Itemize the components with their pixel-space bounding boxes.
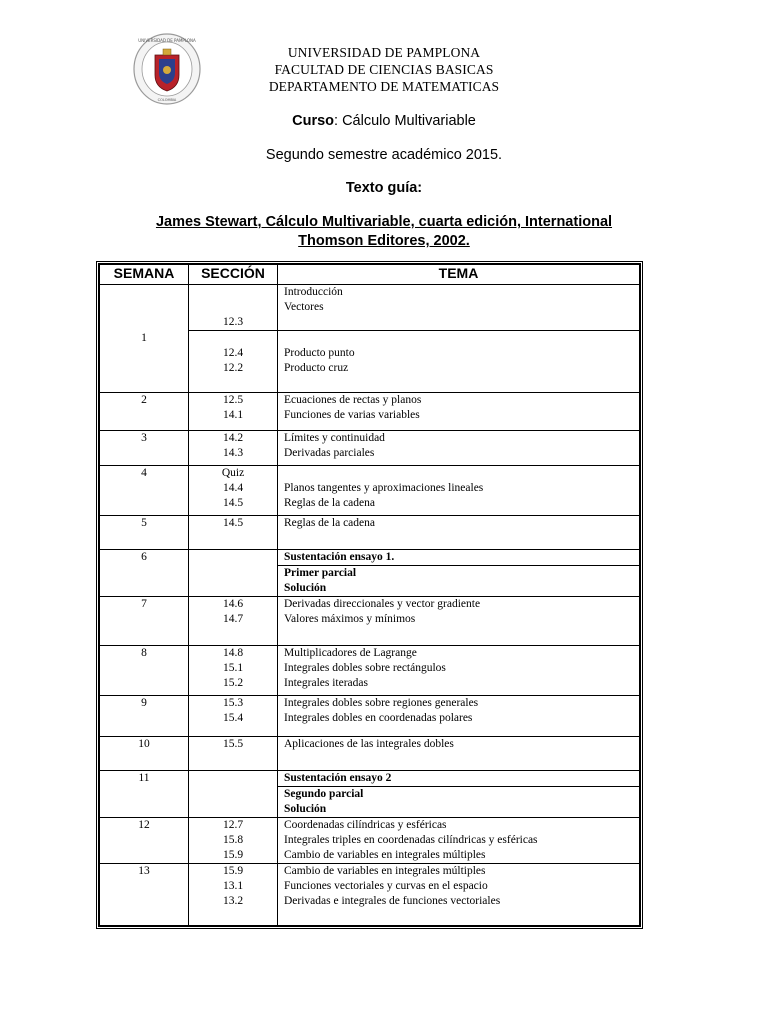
course-label: Curso (292, 113, 335, 129)
seccion-value: 15.3 (222, 697, 244, 709)
tema-value: Sustentación ensayo 2 (284, 772, 392, 784)
table-row (99, 466, 640, 516)
seccion-value: 14.3 (222, 447, 244, 459)
semana-cell (99, 696, 189, 737)
tema-value: Integrales dobles sobre regiones generales (284, 697, 479, 709)
table-row (99, 285, 640, 331)
semana-cell (99, 597, 189, 646)
semana-cell (99, 393, 189, 431)
tema-value: Producto punto (284, 347, 355, 359)
semana-value: 13 (138, 865, 150, 877)
seccion-cell (189, 737, 278, 771)
tema-value: Integrales triples en coordenadas cilíndricas y esféricas (284, 834, 538, 846)
tema-cell (278, 331, 641, 393)
table-row (99, 646, 640, 696)
semana-cell (99, 864, 189, 926)
seccion-value: 15.9 (222, 865, 244, 877)
seccion-value: 14.1 (222, 409, 244, 421)
tema-value: Planos tangentes y aproximaciones lineales (284, 482, 484, 494)
tema-cell (278, 516, 641, 550)
tema-value: Derivadas e integrales de funciones vectoriales (284, 895, 501, 907)
table-row (99, 516, 640, 550)
book-line-1: James Stewart, Cálculo Multivariable, cuarta edición, International (155, 214, 613, 230)
svg-text:UNIVERSIDAD DE PAMPLONA: UNIVERSIDAD DE PAMPLONA (138, 38, 196, 43)
header-semana: SEMANA (99, 264, 189, 285)
seccion-cell (189, 331, 278, 393)
tema-cell (278, 597, 641, 646)
seccion-value: 15.5 (222, 738, 244, 750)
tema-value: Ecuaciones de rectas y planos (284, 394, 422, 406)
tema-value: Integrales dobles en coordenadas polares (284, 712, 473, 724)
tema-value: Funciones de varias variables (284, 409, 420, 421)
seccion-value: 13.1 (222, 880, 244, 892)
seccion-cell (189, 285, 278, 331)
tema-cell (278, 864, 641, 926)
tema-value: Cambio de variables en integrales múltiples (284, 849, 486, 861)
course-value: : Cálculo Multivariable (334, 113, 476, 129)
semana-value: 4 (141, 467, 147, 479)
semana-value: 10 (138, 738, 150, 750)
tema-cell (278, 285, 641, 331)
tema-value: Derivadas parciales (284, 447, 375, 459)
seccion-cell (189, 696, 278, 737)
seccion-value: 15.8 (222, 834, 244, 846)
semana-value: 7 (141, 598, 147, 610)
seccion-value: 12.2 (222, 362, 244, 374)
seccion-value: 15.1 (222, 662, 244, 674)
tema-value: Reglas de la cadena (284, 497, 375, 509)
tema-value: Sustentación ensayo 1. (284, 551, 395, 563)
header-seccion: SECCIÓN (189, 264, 278, 285)
seccion-value: 15.9 (222, 849, 244, 861)
tema-cell (278, 550, 641, 566)
seccion-cell (189, 864, 278, 926)
seccion-cell (189, 393, 278, 431)
table-row (99, 696, 640, 737)
tema-value: Solución (284, 803, 327, 815)
tema-value: Integrales iteradas (284, 677, 368, 689)
book-line-2: Thomson Editores, 2002. (298, 233, 470, 249)
seccion-cell (189, 597, 278, 646)
seccion-value: 14.6 (222, 598, 244, 610)
semana-value: 8 (141, 647, 147, 659)
semana-value: 2 (141, 394, 147, 406)
tema-value: Integrales dobles sobre rectángulos (284, 662, 446, 674)
tema-cell (278, 466, 641, 516)
semana-cell (99, 516, 189, 550)
semana-value: 11 (138, 772, 150, 784)
svg-text:COLOMBIA: COLOMBIA (157, 98, 177, 102)
tema-value: Introducción (284, 286, 343, 298)
tema-value: Aplicaciones de las integrales dobles (284, 738, 454, 750)
tema-cell (278, 646, 641, 696)
tema-value: Producto cruz (284, 362, 349, 374)
semana-cell (99, 466, 189, 516)
table-row (99, 393, 640, 431)
university-name: UNIVERSIDAD DE PAMPLONA (287, 45, 481, 60)
tema-value: Coordenadas cilíndricas y esféricas (284, 819, 447, 831)
seccion-value: 14.5 (222, 517, 244, 529)
table-row (99, 431, 640, 466)
seccion-value: 12.4 (222, 347, 244, 359)
seccion-value: 14.5 (222, 497, 244, 509)
semana-cell (99, 550, 189, 597)
seccion-value: 12.3 (222, 316, 244, 328)
seccion-value: 12.5 (222, 394, 244, 406)
tema-value: Multiplicadores de Lagrange (284, 647, 417, 659)
seccion-value: 14.8 (222, 647, 244, 659)
table-row (99, 737, 640, 771)
semana-cell (99, 818, 189, 864)
course-line (0, 113, 768, 129)
faculty-name: FACULTAD DE CIENCIAS BASICAS (274, 62, 494, 77)
seccion-cell (189, 516, 278, 550)
tema-cell (278, 818, 641, 864)
table-row (99, 771, 640, 787)
seccion-value: 15.4 (222, 712, 244, 724)
table-row (99, 550, 640, 566)
semana-value: 1 (141, 332, 147, 344)
tema-value: Valores máximos y mínimos (284, 613, 416, 625)
tema-cell (278, 431, 641, 466)
guide-book-reference (0, 213, 768, 251)
seccion-cell (189, 431, 278, 466)
semana-cell (99, 431, 189, 466)
tema-cell (278, 393, 641, 431)
seccion-value: 15.2 (222, 677, 244, 689)
seccion-cell (189, 646, 278, 696)
semana-cell (99, 771, 189, 818)
semana-value: 9 (141, 697, 147, 709)
semana-value: 6 (141, 551, 147, 563)
tema-cell (278, 787, 641, 818)
tema-value: Derivadas direccionales y vector gradiente (284, 598, 481, 610)
semana-cell (99, 737, 189, 771)
tema-cell (278, 696, 641, 737)
semana-value: 5 (141, 517, 147, 529)
tema-value: Funciones vectoriales y curvas en el espacio (284, 880, 488, 892)
seccion-value: 14.2 (222, 432, 244, 444)
seccion-value: 14.7 (222, 613, 244, 625)
seccion-value: Quiz (221, 467, 245, 479)
seccion-value: 12.7 (222, 819, 244, 831)
seccion-cell (189, 550, 278, 597)
tema-cell (278, 771, 641, 787)
tema-value: Segundo parcial (284, 788, 364, 800)
semana-value: 3 (141, 432, 147, 444)
semana-cell (99, 285, 189, 393)
seccion-cell (189, 818, 278, 864)
tema-cell (278, 737, 641, 771)
semester-line: Segundo semestre académico 2015. (265, 147, 503, 163)
table-header-row (99, 264, 640, 285)
table-row (99, 818, 640, 864)
tema-value: Límites y continuidad (284, 432, 385, 444)
department-name: DEPARTAMENTO DE MATEMATICAS (268, 79, 500, 94)
guide-text-label: Texto guía: (345, 180, 423, 196)
header-tema: TEMA (278, 264, 641, 285)
institution-header (0, 44, 768, 95)
table-row (99, 597, 640, 646)
seccion-value (189, 285, 277, 300)
seccion-cell (189, 466, 278, 516)
schedule-table (98, 263, 641, 927)
schedule-table-wrapper (98, 263, 641, 927)
tema-value: Vectores (284, 301, 324, 313)
seccion-value: 13.2 (222, 895, 244, 907)
seccion-cell (189, 771, 278, 818)
tema-value: Primer parcial (284, 567, 357, 579)
tema-value (284, 466, 639, 481)
tema-value: Cambio de variables en integrales múltiples (284, 865, 486, 877)
table-row (99, 864, 640, 926)
tema-cell (278, 566, 641, 597)
tema-value: Reglas de la cadena (284, 517, 375, 529)
seccion-value: 14.4 (222, 482, 244, 494)
semana-value: 12 (138, 819, 150, 831)
semana-cell (99, 646, 189, 696)
tema-value: Solución (284, 582, 327, 594)
